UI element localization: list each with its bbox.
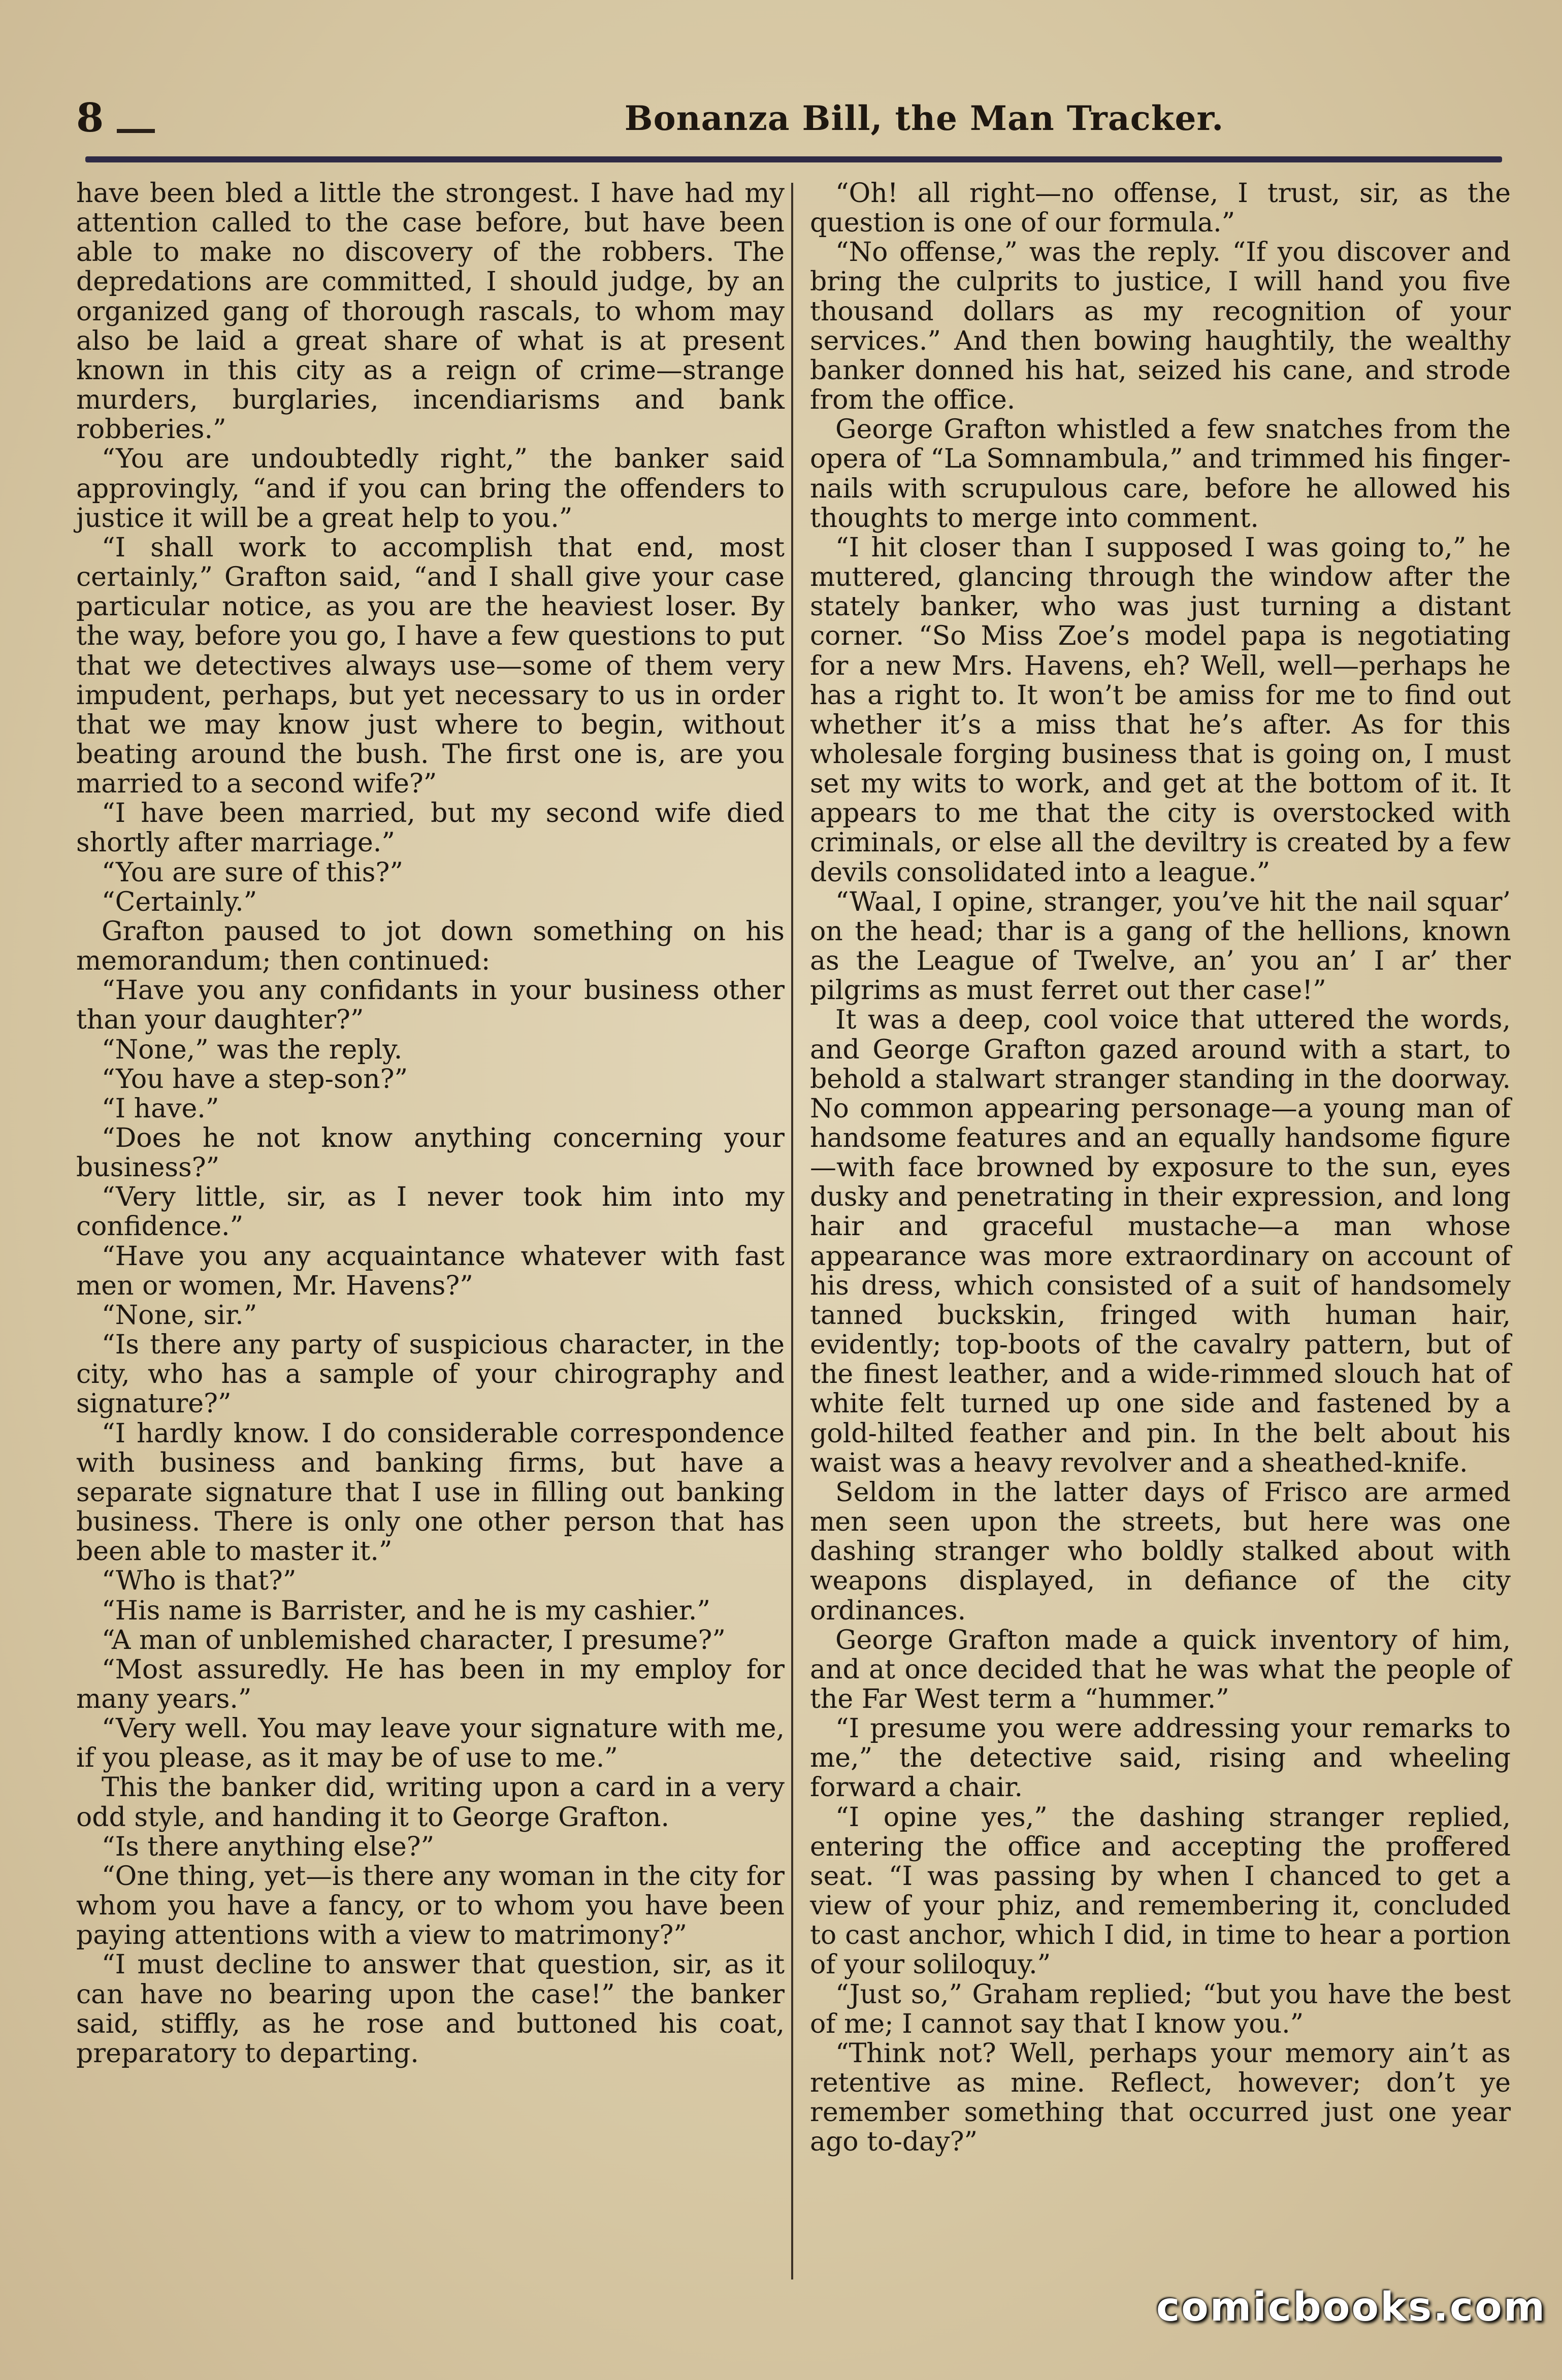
- paragraph: “I have.”: [102, 1093, 219, 1124]
- paragraph: “I opine yes,” the dashing stranger replied, entering the office and accepting the proffered seat. “I was passing by when I chanced to get a view of your phiz, and remembering it, concluded to cast anchor, which I did, in time to hear a portion of your soliloquy.”: [810, 1802, 1511, 1980]
- paragraph: “You are sure of this?”: [102, 857, 403, 888]
- page-number: 8: [76, 95, 104, 141]
- paragraph: “I presume you were addressing your remarks to me,” the detective said, rising and wheeling forward a chair.: [810, 1713, 1511, 1803]
- paragraph: This the banker did, writing upon a card in a very odd style, and handing it to George Grafton.: [76, 1772, 785, 1833]
- paragraph: “I hit closer than I supposed I was going to,” he muttered, glancing through the window after the stately banker, who was just turning a distant corner. “So Miss Zoe’s model papa is negotiating for a new Mrs. Havens, eh? Well, well—perhaps he has a right to. It won’t be amiss for me to find out whether it’s a miss that he’s after. As for this wholesale forging business that is going on, I must set my wits to work, and get at the bottom of it. It appears to me that the city is overstocked with criminals, or else all the deviltry is created by a few devils consolidated into a league.”: [810, 532, 1511, 888]
- paragraph: “Oh! all right—no offense, I trust, sir, as the question is one of our formula.”: [810, 178, 1511, 239]
- left-column: [76, 179, 785, 2068]
- paragraph: “Very little, sir, as I never took him into my confidence.”: [76, 1182, 785, 1242]
- page-header: [76, 90, 1508, 146]
- header-dash: [117, 129, 155, 133]
- paragraph: have been bled a little the strongest. I have had my attention called to the case before, but have been able to make no discovery of the robbers. The depredations are committed, I should judge, by an organized gang of thorough rascals, to whom may also be laid a great share of what is at present known in this city as a reign of crime—strange murders, burglaries, incendiarisms and bank robberies.”: [76, 178, 785, 445]
- paragraph: “Does he not know anything concerning your business?”: [76, 1123, 785, 1183]
- paragraph: “Have you any acquaintance whatever with fast men or women, Mr. Havens?”: [76, 1241, 785, 1301]
- paragraph: It was a deep, cool voice that uttered the words, and George Grafton gazed around with a start, to behold a stalwart stranger standing in the doorway. No common appearing personage—a young man of handsome features and an equally handsome figure—with face browned by exposure to the sun, eyes dusky and penetrating in their expression, and long hair and graceful mustache—a man whose appearance was more extraordinary on account of his dress, which consisted of a suit of handsomely tanned buckskin, fringed with human hair, evidently; top-boots of the cavalry pattern, but of the finest leather, and a wide-rimmed slouch hat of white felt turned up one side and fastened by a gold-hilted feather and pin. In the belt about his waist was a heavy revolver and a sheathed-knife.: [810, 1005, 1511, 1478]
- paragraph: “You have a step-son?”: [102, 1064, 408, 1095]
- paragraph: “No offense,” was the reply. “If you discover and bring the culprits to justice, I will hand you five thousand dollars as my recognition of your services.” And then bowing haughtily, the wealthy banker donned his hat, seized his cane, and strode from the office.: [810, 237, 1511, 416]
- paragraph: Seldom in the latter days of Frisco are armed men seen upon the streets, but here was one dashing stranger who boldly stalked about with weapons displayed, in defiance of the city ordinances.: [810, 1477, 1511, 1626]
- paragraph: “I hardly know. I do considerable correspondence with business and banking firms, but have a separate signature that I use in filling out banking business. There is only one other person that has been able to master it.”: [76, 1418, 785, 1567]
- right-column: [810, 179, 1511, 2157]
- paragraph: “None, sir.”: [102, 1300, 257, 1331]
- paragraph: “Very well. You may leave your signature with me, if you please, as it may be of use to me.”: [76, 1713, 785, 1774]
- paragraph: “His name is Barrister, and he is my cashier.”: [102, 1595, 710, 1626]
- paragraph: George Grafton whistled a few snatches from the opera of “La Somnambula,” and trimmed his finger-nails with scrupulous care, before he allowed his thoughts to merge into comment.: [810, 414, 1511, 534]
- watermark: comicbooks.com: [1156, 2285, 1546, 2330]
- paragraph: George Grafton made a quick inventory of him, and at once decided that he was what the people of the Far West term a “hummer.”: [810, 1625, 1511, 1714]
- paragraph: “I must decline to answer that question, sir, as it can have no bearing upon the case!” the banker said, stiffly, as he rose and buttoned his coat, preparatory to departing.: [76, 1949, 785, 2069]
- header-rule: [85, 156, 1502, 162]
- paragraph: “I shall work to accomplish that end, most certainly,” Grafton said, “and I shall give your case particular notice, as you are the heaviest loser. By the way, before you go, I have a few questions to put that we detectives always use—some of them very impudent, perhaps, but yet necessary to us in order that we may know just where to begin, without beating around the bush. The first one is, are you married to a second wife?”: [76, 532, 785, 800]
- paragraph: “Is there any party of suspicious character, in the city, who has a sample of your chirography and signature?”: [76, 1330, 785, 1419]
- paragraph: “Just so,” Graham replied; “but you have the best of me; I cannot say that I know you.”: [810, 1979, 1511, 2039]
- paragraph: Grafton paused to jot down something on his memorandum; then continued:: [76, 916, 785, 977]
- paragraph: “Who is that?”: [102, 1566, 297, 1597]
- paragraph: “Have you any confidants in your business other than your daughter?”: [76, 975, 785, 1036]
- paragraph: “Waal, I opine, stranger, you’ve hit the nail squar’ on the head; thar is a gang of the hellions, known as the League of Twelve, an’ you an’ I ar’ ther pilgrims as must ferret out ther case!”: [810, 886, 1511, 1006]
- paragraph: “Think not? Well, perhaps your memory ain’t as retentive as mine. Reflect, however; don’t ye remember something that occurred just one year ago to-day?”: [810, 2038, 1511, 2158]
- column-divider: [791, 183, 793, 2279]
- paragraph: “A man of unblemished character, I presume?”: [102, 1625, 726, 1656]
- paragraph: “Most assuredly. He has been in my employ for many years.”: [76, 1654, 785, 1714]
- paragraph: “I have been married, but my second wife died shortly after marriage.”: [76, 798, 785, 858]
- paragraph: “Certainly.”: [102, 886, 257, 917]
- paragraph: “One thing, yet—is there any woman in the city for whom you have a fancy, or to whom you have been paying attentions with a view to matrimony?”: [76, 1861, 785, 1951]
- paragraph: “Is there anything else?”: [102, 1831, 435, 1862]
- running-title: Bonanza Bill, the Man Tracker.: [624, 98, 1224, 138]
- paragraph: “You are undoubtedly right,” the banker said approvingly, “and if you can bring the offenders to justice it will be a great help to you.”: [76, 444, 785, 534]
- paragraph: “None,” was the reply.: [102, 1034, 403, 1065]
